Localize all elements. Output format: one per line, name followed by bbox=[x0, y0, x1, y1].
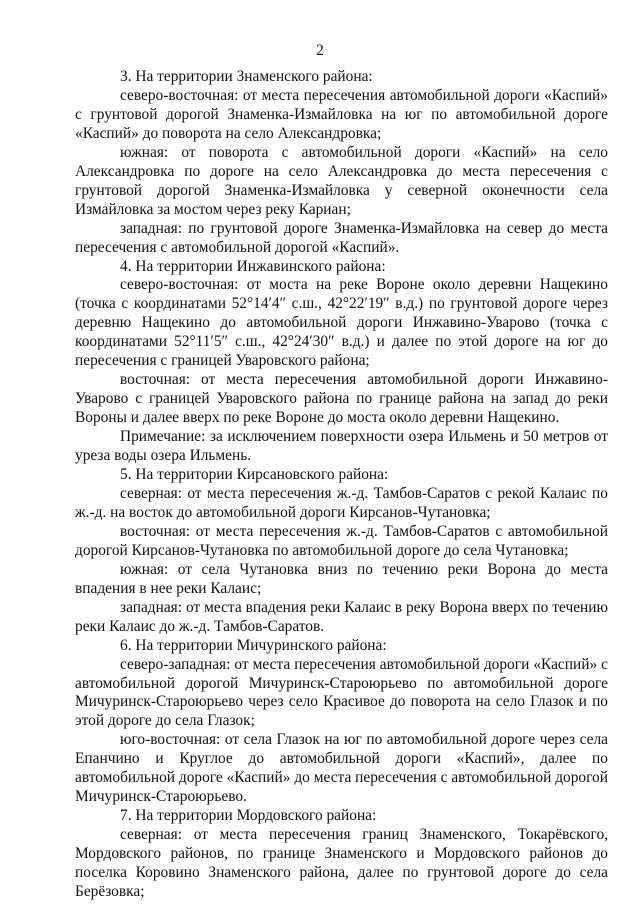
paragraph: юго-восточная: от села Глазок на юг по автомобильной дороге через села Епанчино и Круглое до автомобильной дороги «Каспий», далее по автомобильной дороге «Каспий» до места пересечения с автомобильной дорогой Мичуринск-Староюрьево. bbox=[75, 731, 608, 806]
page-number: 2 bbox=[316, 42, 324, 59]
section-heading: 3. На территории Знаменского района: bbox=[120, 68, 373, 85]
paragraph: западная: от места впадения реки Калаис в реку Ворона вверх по течению реки Калаис до ж.-д. Тамбов-Саратов. bbox=[75, 598, 608, 635]
section-heading: 5. На территории Кирсановского района: bbox=[120, 466, 389, 484]
paragraph: Примечание: за исключением поверхности озера Ильмень и 50 метров от уреза воды озера Ильмень. bbox=[75, 428, 608, 465]
document-body bbox=[75, 68, 608, 902]
paragraph: северная: от места пересечения границ Знаменского, Токарёвского, Мордовского районов, по границе Знаменского и Мордовского районов до поселка Коровино Знаменского района, далее по грунтовой дороге до села Берёзовка; bbox=[75, 826, 608, 900]
paragraph: западная: по грунтовой дороге Знаменка-Измайловка на север до места пересечения с автомобильной дорогой «Каспий». bbox=[75, 219, 608, 256]
paragraph: северо-западная: от места пересечения автомобильной дороги «Каспий» с автомобильной дорогой Мичуринск-Староюрьево по автомобильной дороге Мичуринск-Староюрьево через село Красивое до поворота на село Глазок и по этой дороге до села Глазок; bbox=[75, 655, 608, 730]
paragraph: северная: от места пересечения ж.-д. Тамбов-Саратов с рекой Калаис по ж.-д. на восток до автомобильной дороги Кирсанов-Чутановка; bbox=[75, 484, 608, 521]
paragraph: восточная: от места пересечения ж.-д. Тамбов-Саратов с автомобильной дорогой Кирсанов-Чутановка по автомобильной дороге до села Чутановка; bbox=[75, 522, 608, 559]
section-heading: 6. На территории Мичуринского района: bbox=[120, 636, 387, 654]
paragraph: восточная: от места пересечения автомобильной дороги Инжавино-Уварово с границей Уваровского района по границе района на запад до реки Вороны и далее вверх по реке Вороне до моста около деревни Нащекино. bbox=[75, 371, 608, 427]
paragraph: северо-восточная: от места пересечения автомобильной дороги «Каспий» с грунтовой дорогой Знаменка-Измайловка на юг по автомобильной дороге «Каспий» до поворота на село Александровка; bbox=[75, 86, 608, 142]
paragraph: северо-восточная: от моста на реке Вороне около деревни Нащекино (точка с координатами 52°14′4″ с.ш., 42°22′19″ в.д.) по грунтовой дороге через деревню Нащекино до автомобильной дороги Инжавино-Уварово (точка с координатами 52°11′5″ с.ш., 42°24′30″ в.д.) и далее по этой дороге на юг до пересечения с границей Уваровского района; bbox=[75, 276, 608, 370]
paragraph: южная: от поворота с автомобильной дороги «Каспий» на село Александровка по дороге на село Александровка до места пересечения с грунтовой дорогой Знаменка-Измайловка у северной оконечности села Измайловка за мостом через реку Кариан; bbox=[75, 143, 608, 218]
section-heading: 7. На территории Мордовского района: bbox=[120, 807, 377, 825]
paragraph: южная: от села Чутановка вниз по течению реки Ворона до места впадения в нее реки Калаис; bbox=[75, 560, 608, 597]
section-heading: 4. На территории Инжавинского района: bbox=[120, 257, 386, 275]
